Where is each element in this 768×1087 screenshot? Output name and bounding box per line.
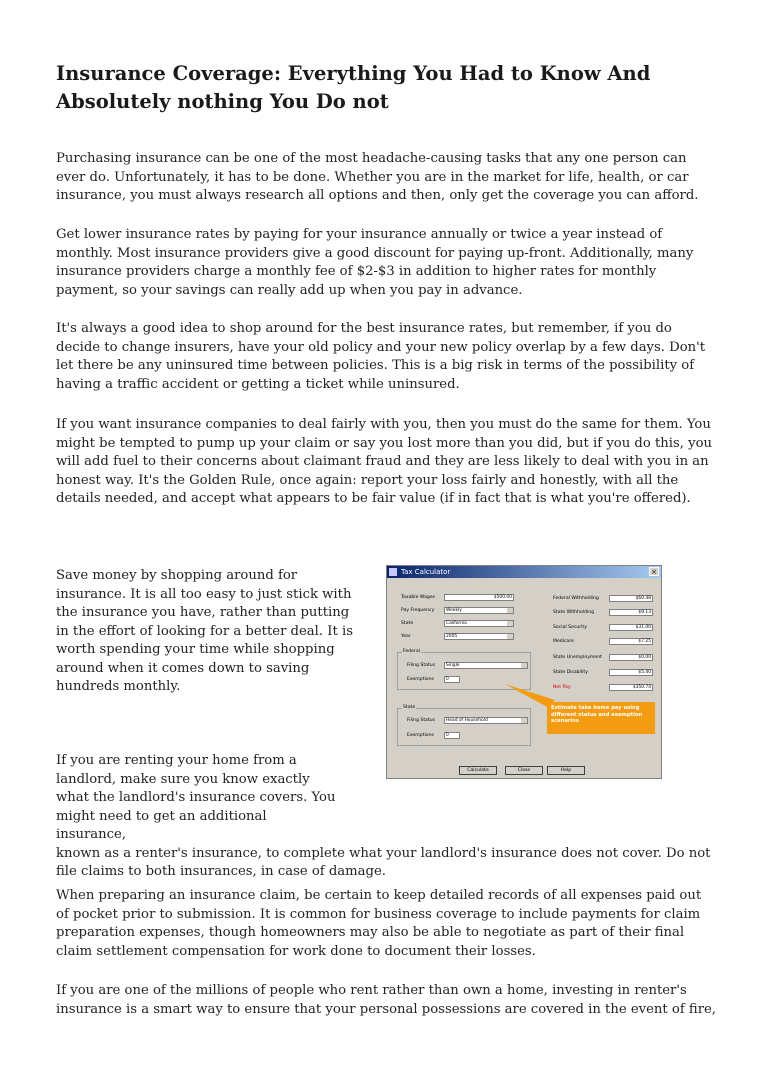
state-group-label: State [403, 705, 416, 710]
state-exemptions-field: 0 [444, 732, 460, 739]
federal-withholding-field: $60.48 [609, 595, 653, 602]
paragraph-7: When preparing an insurance claim, be certain to keep detailed records of all expenses paid out of pocket prior to submission. It is common for business coverage to include payments for claim preparation expenses, though homeowners may also be able to negotiate as part of their final claim settlement compensation for work done to document their losses. [56, 888, 702, 959]
federal-filing-status-select: Single [444, 662, 528, 669]
paragraph-1: Purchasing insurance can be one of the most headache-causing tasks that any one person can ever do. Unfortunately, it has to be done. Whether you are in the market for life, health, or car insurance, you must always research all options and then, only get the coverage you can afford. [56, 151, 699, 203]
calculator-titlebar [387, 566, 661, 578]
state-unemployment-label: State Unemployment [553, 655, 602, 660]
net-pay-field: $350.74 [609, 684, 653, 691]
federal-exemptions-label: Exemptions [407, 677, 434, 682]
paragraph-5: Save money by shopping around for insurance. It is all too easy to just stick with the insurance you have, rather than putting in the effort of looking for a better deal. It is worth spending your time while shopping around when it comes down to saving hundreds monthly. [56, 568, 353, 694]
title-line-1: Insurance Coverage: Everything You Had to Know And [56, 62, 651, 85]
state-disability-label: State Disability [553, 670, 588, 675]
federal-withholding-label: Federal Withholding [553, 596, 599, 601]
state-select: California [444, 620, 514, 627]
state-disability-field: $5.40 [609, 669, 653, 676]
state-group [397, 705, 531, 746]
paragraph-2: Get lower insurance rates by paying for your insurance annually or twice a year instead of monthly. Most insurance providers give a good discount for paying up-front. Additionally, many insurance providers charge a monthly fee of $2-$3 in addition to higher rates for monthly payment, so your savings can really add up when you pay in advance. [56, 227, 694, 298]
paragraph-3: It's always a good idea to shop around for the best insurance rates, but remember, if you do decide to change insurers, have your old policy and your new policy overlap by a few days. Don't let there be any uninsured time between policies. This is a big risk in terms of the possibility of having a traffic accident or getting a ticket while uninsured. [56, 321, 706, 392]
state-filing-status-label: Filing Status [407, 718, 436, 723]
year-label: Year [401, 634, 411, 639]
net-pay-label: Net Pay [553, 685, 571, 690]
paragraph-6-wrapped: If you are renting your home from a landlord, make sure you know exactly what the landlord's insurance covers. You might need to get an additional insurance, [56, 753, 336, 842]
state-filing-status-select: Head of Household [444, 717, 528, 724]
paragraph-8: If you are one of the millions of people who rent rather than own a home, investing in renter's insurance is a smart way to ensure that your personal possessions are covered in the event of fire, [56, 983, 716, 1017]
pay-frequency-label: Pay Frequency [401, 608, 435, 613]
help-button: Help [547, 766, 585, 775]
state-exemptions-label: Exemptions [407, 733, 434, 738]
federal-exemptions-field: 0 [444, 676, 460, 683]
state-unemployment-field: $0.00 [609, 654, 653, 661]
social-security-label: Social Security [553, 625, 587, 630]
pay-frequency-select: Weekly [444, 607, 514, 614]
paragraph-4: If you want insurance companies to deal fairly with you, then you must do the same for them. You might be tempted to pump up your claim or say you lost more than you did, but if you do this, you will add fuel to their concerns about claimant fraud and they are less likely to deal with you in an honest way. It's the Golden Rule, once again: report your loss fairly and honestly, with all the details needed, and accept what appears to be fair value (if in fact that is what you're offered). [56, 417, 713, 506]
state-withholding-field: $9.13 [609, 609, 653, 616]
federal-group-label: Federal [403, 649, 420, 654]
medicare-field: $7.25 [609, 638, 653, 645]
year-select: 2005 [444, 633, 514, 640]
taxable-wages-field: $500.00 [444, 594, 514, 601]
calculator-title: Tax Calculator [401, 568, 451, 576]
medicare-label: Medicare [553, 639, 574, 644]
title-line-2: Absolutely nothing You Do not [56, 90, 389, 113]
article-title [56, 60, 716, 116]
app-icon [389, 568, 397, 576]
social-security-field: $31.00 [609, 624, 653, 631]
state-label: State [401, 621, 414, 626]
close-button: Close [505, 766, 543, 775]
taxable-wages-label: Taxable Wages [401, 595, 436, 600]
close-icon: × [649, 567, 659, 576]
tax-calculator-image [386, 565, 662, 779]
callout-note: Estimate take home pay using different status and exemption scenarios [547, 702, 655, 734]
federal-filing-status-label: Filing Status [407, 663, 436, 668]
calculate-button: Calculate [459, 766, 497, 775]
paragraph-6-rest: known as a renter's insurance, to complete what your landlord's insurance does not cover. Do not file claims to both insurances, in case of damage. [56, 845, 711, 879]
state-withholding-label: State Withholding [553, 610, 595, 615]
